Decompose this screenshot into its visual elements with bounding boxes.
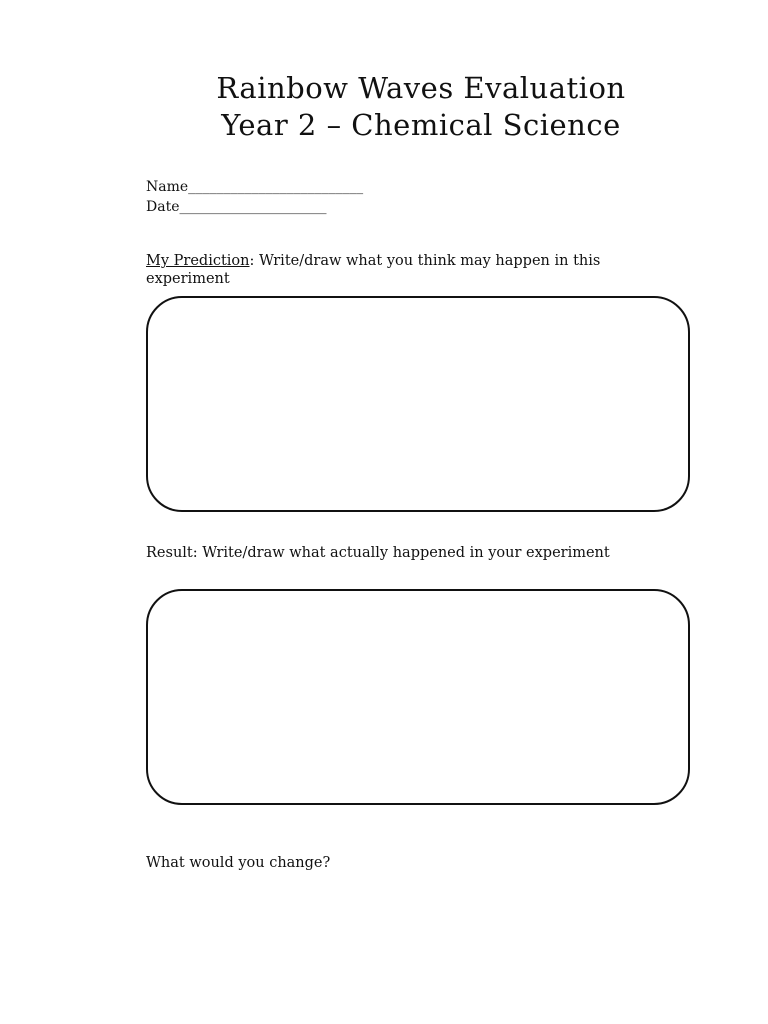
name-label: Name [146,179,189,195]
prediction-answer-box[interactable] [146,296,690,512]
date-label: Date [146,199,180,215]
name-field[interactable] [146,178,363,196]
date-blank-line[interactable]: _____________________ [179,199,327,215]
prediction-prompt [146,252,666,288]
worksheet-title: Rainbow Waves Evaluation [216,71,626,105]
prediction-instructions: : Write/draw what you think may happen in this experiment [146,253,601,287]
prediction-heading: My Prediction [146,253,250,269]
result-answer-box[interactable] [146,589,690,805]
change-prompt: What would you change? [146,855,331,871]
name-blank-line[interactable]: _________________________ [188,179,364,195]
worksheet-subtitle: Year 2 – Chemical Science [221,108,621,142]
result-prompt: Result: Write/draw what actually happened in your experiment [146,545,610,561]
date-field[interactable] [146,198,326,216]
